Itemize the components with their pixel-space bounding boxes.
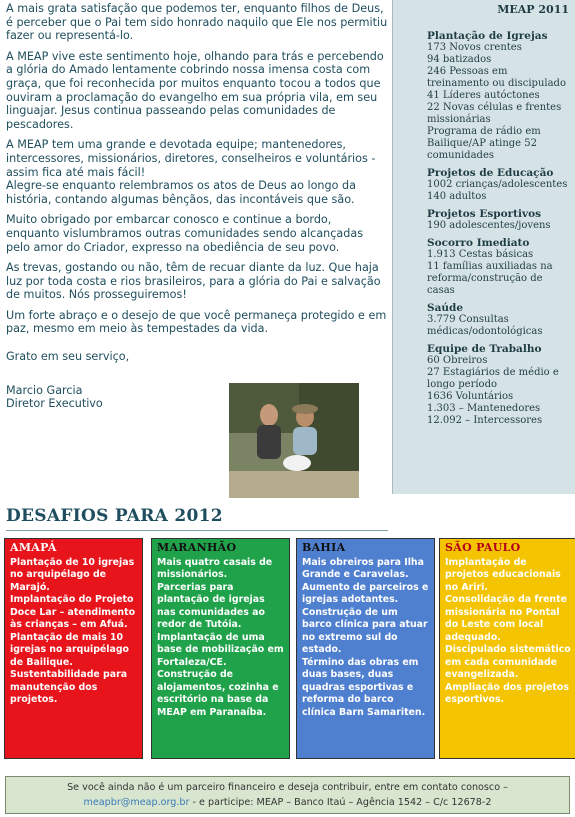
letter xyxy=(6,2,388,418)
challenge-box-maranhao xyxy=(151,538,290,759)
letter-closing: Grato em seu serviço, xyxy=(6,350,130,364)
letter-paragraph: As trevas, gostando ou não, têm de recuar diante da luz. Que haja luz por toda costa e rios brasileiros, para a glória do Pai e salvação de muitos. Nós prosseguiremos! xyxy=(6,261,381,302)
challenge-box-title: BAHIA xyxy=(302,541,346,554)
stat-line: 94 batizados xyxy=(427,54,492,65)
stat-line: 140 adultos xyxy=(427,191,487,202)
stat-line: 1002 crianças/adolescentes xyxy=(427,179,568,190)
footer-line-2 xyxy=(6,795,569,810)
director-photo xyxy=(229,383,359,498)
challenge-box-sao-paulo xyxy=(439,538,575,759)
challenge-box-bahia xyxy=(296,538,435,759)
section-team xyxy=(427,343,569,427)
signer-name: Marcio Garcia xyxy=(6,383,83,397)
section-title: Projetos Esportivos xyxy=(427,208,541,220)
heading-divider xyxy=(6,530,388,531)
letter-paragraph: A MEAP vive este sentimento hoje, olhando para trás e percebendo a glória do Amado lentamente cobrindo nossa imensa costa com graça, que foi reconhecida por muitos enquanto tocou a todos que ouviram a proclamação do evangelho em sua própria vila, em seu linguajar. Jesus continua passeando pelas comunidades de pescadores. xyxy=(6,49,384,131)
challenge-line: Construção de um barco clínica para atuar no extremo sul do estado. xyxy=(302,606,428,655)
stat-line: Programa de rádio em Bailique/AP atinge 52 comunidades xyxy=(427,126,541,161)
signer-title: Diretor Executivo xyxy=(6,397,103,411)
contribution-footer xyxy=(5,776,570,814)
stat-line: 3.779 Consultas médicas/odontológicas xyxy=(427,314,543,337)
section-church-planting xyxy=(427,30,569,162)
section-health xyxy=(427,302,569,338)
stat-line: 190 adolescentes/jovens xyxy=(427,220,551,231)
challenge-box-title: SÃO PAULO xyxy=(445,541,521,554)
challenge-line: Ampliação dos projetos esportivos. xyxy=(445,681,569,705)
challenge-box-title: AMAPÁ xyxy=(10,541,57,554)
stat-line: 41 Líderes autóctones xyxy=(427,90,540,101)
stat-line: 1.303 – Mantenedores xyxy=(427,403,541,414)
section-title: Socorro Imediato xyxy=(427,237,530,249)
challenge-line: Implantação do Projeto Doce Lar – atendimento às crianças – em Afuá. xyxy=(10,594,136,630)
challenges-heading: DESAFIOS PARA 2012 xyxy=(6,506,223,526)
challenge-line: Discipulado sistemático em cada comunidade evangelizada. xyxy=(445,644,571,680)
challenge-line: Mais quatro casais de missionários. xyxy=(157,556,273,580)
stat-line: 173 Novos crentes xyxy=(427,42,522,53)
footer-line: Se você ainda não é um parceiro financeiro e deseja contribuir, entre em contato conosco – xyxy=(67,782,508,793)
challenge-line: Plantação de 10 igrejas no arquipélago de Marajó. xyxy=(10,556,135,593)
stat-line: 11 famílias auxiliadas na reforma/construção de casas xyxy=(427,261,553,296)
contact-email-link[interactable]: meapbr@meap.org.br xyxy=(83,797,190,808)
letter-paragraph: A MEAP tem uma grande e devotada equipe; mantenedores, intercessores, missionários, diretores, conselheiros e voluntários - assim fica até mais fácil! Alegre-se enquanto relembramos os atos de Deus ao longo da história, contando algumas bênçãos, das incontáveis que são. xyxy=(6,138,376,206)
challenge-line: Consolidação da frente missionária no Pontal do Leste com local adequado. xyxy=(445,594,567,643)
challenge-line: Término das obras em duas bases, duas quadras esportivas e reforma do barco clínica Barn Samariten. xyxy=(302,656,426,718)
stat-line: 22 Novas células e frentes missionárias xyxy=(427,102,562,125)
stat-line: 1636 Voluntários xyxy=(427,391,514,402)
stat-line: 60 Obreiros xyxy=(427,355,488,366)
sidebar-title: MEAP 2011 xyxy=(497,3,569,16)
section-title: Equipe de Trabalho xyxy=(427,343,542,355)
challenge-line: Implantação de uma base de mobilização em Fortaleza/CE. xyxy=(157,631,284,668)
challenge-line: Parcerias para plantação de igrejas nas comunidades ao redor de Tutóia. xyxy=(157,581,265,630)
stats-sidebar xyxy=(392,0,575,494)
section-title: Projetos de Educação xyxy=(427,167,554,179)
letter-paragraph: A mais grata satisfação que podemos ter, enquanto filhos de Deus, é perceber que o Pai tem sido honrado naquilo que Ele nos permitiu fazer ou representá-lo. xyxy=(6,2,388,43)
section-title: Saúde xyxy=(427,302,464,314)
section-education xyxy=(427,167,569,203)
stat-line: 246 Pessoas em treinamento ou discipulado xyxy=(427,66,566,89)
letter-paragraph: Um forte abraço e o desejo de que você permaneça protegido e em paz, mesmo em meio às tempestades da vida. xyxy=(6,308,387,336)
challenge-line: Implantação de projetos educacionais no Ariri. xyxy=(445,556,561,593)
challenge-line: Construção de alojamentos, cozinha e escritório na base da MEAP em Paranaíba. xyxy=(157,669,279,718)
challenge-line: Sustentabilidade para manutenção dos projetos. xyxy=(10,669,128,705)
challenge-line: Mais obreiros para Ilha Grande e Caravelas. xyxy=(302,556,424,580)
stat-line: 1.913 Cestas básicas xyxy=(427,249,534,260)
challenge-line: Aumento de parceiros e igrejas adotantes. xyxy=(302,581,429,605)
challenge-box-title: MARANHÃO xyxy=(157,541,237,554)
letter-paragraph: Muito obrigado por embarcar conosco e continue a bordo, enquanto vislumbramos outras comunidades sendo alcançadas pelo amor do Criador, expresso na obediência de seu povo. xyxy=(6,213,364,254)
challenge-line: Plantação de mais 10 igrejas no arquipélago de Bailique. xyxy=(10,631,129,668)
bank-details: - e participe: MEAP – Banco Itaú – Agência 1542 – C/c 12678-2 xyxy=(189,797,492,808)
stat-line: 27 Estagiários de médio e longo período xyxy=(427,367,559,390)
challenge-box-amapa xyxy=(4,538,143,759)
stat-line: 12.092 – Intercessores xyxy=(427,415,543,426)
section-sports xyxy=(427,208,569,232)
section-relief xyxy=(427,237,569,297)
section-title: Plantação de Igrejas xyxy=(427,30,548,42)
